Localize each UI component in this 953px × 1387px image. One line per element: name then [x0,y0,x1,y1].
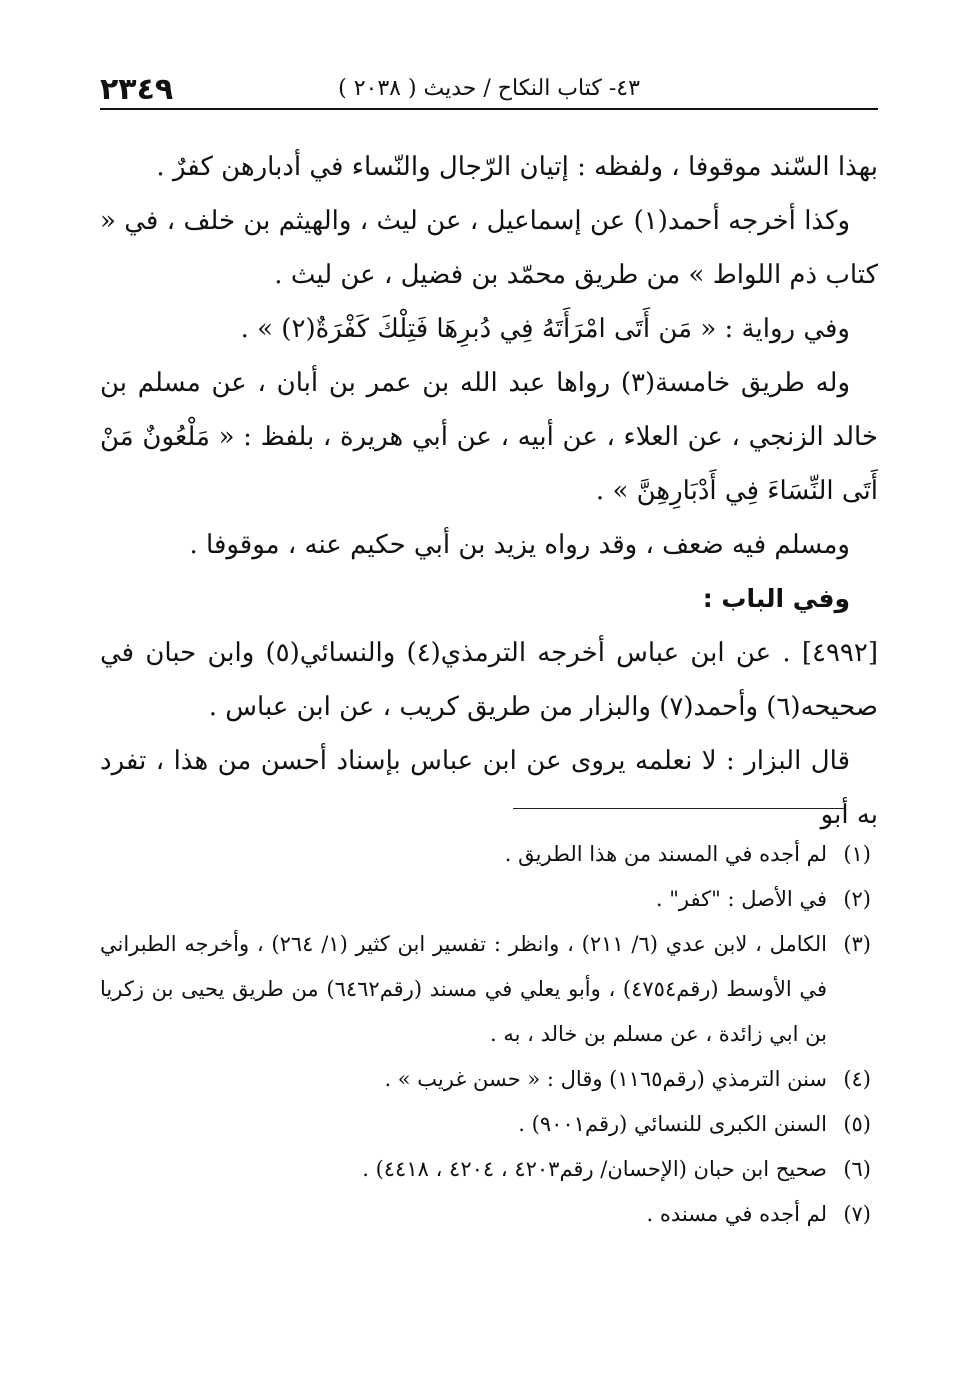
footnote-number: (٣) [843,932,871,956]
footnote-text: لم أجده في مسنده . [646,1202,827,1226]
body-paragraph: بهذا السّند موقوفا ، ولفظه : إتيان الرّجال والنّساء في أدبارهن كفرٌ . [156,152,878,182]
body-paragraph: وله طريق خامسة(٣) رواها عبد الله بن عمر بن أبان ، عن مسلم بن خالد الزنجي ، عن العلاء ، عن أبيه ، عن أبي هريرة ، بلفظ : « مَلْعُونٌ مَنْ أَتَى النِّسَاءَ فِي أَدْبَارِهِنَّ » . [100,368,878,506]
footnote-text: في الأصل : "كفر" . [655,887,827,911]
footnote [100,1057,871,1102]
body-paragraph: قال البزار : لا نعلمه يروى عن ابن عباس بإسناد أحسن من هذا ، تفرد به أبو [100,746,878,830]
body-paragraph: وكذا أخرجه أحمد(١) عن إسماعيل ، عن ليث ، والهيثم بن خلف ، في « كتاب ذم اللواط » من طريق محمّد بن فضيل ، عن ليث . [100,206,878,290]
footnote-text: لم أجده في المسند من هذا الطريق . [504,842,827,866]
footnote-number: (٤) [843,1067,871,1091]
footnote [100,1192,871,1237]
footnote [100,832,871,877]
footnote-number: (٥) [843,1112,871,1136]
section-heading: وفي الباب : [702,584,850,613]
footnotes [100,832,871,1237]
footnote-number: (١) [843,842,871,866]
footnote-text: سنن الترمذي (رقم١١٦٥) وقال : « حسن غريب » . [384,1067,827,1091]
running-head: ٤٣- كتاب النكاح / حديث ( ٢٠٣٨ ) [338,76,640,101]
footnote [100,1147,871,1192]
page-number: ٢٣٤٩ [100,72,174,107]
footnote-separator [513,808,845,809]
hadith-entry: [٤٩٩٢] . عن ابن عباس أخرجه الترمذي(٤) والنسائي(٥) وابن حبان في صحيحه(٦) وأحمد(٧) والبزار من طريق كريب ، عن ابن عباس . [100,638,879,722]
body-paragraph: وفي رواية : « مَن أَتَى امْرَأَتَهُ فِي دُبرِهَا فَتِلْكَ كَفْرَةٌ(٢) » . [240,314,850,344]
footnote-text: السنن الكبرى للنسائي (رقم٩٠٠١) . [518,1112,827,1136]
page-header [100,70,878,110]
footnote-text: الكامل ، لابن عدي (٦/ ٢١١) ، وانظر : تفسير ابن كثير (١/ ٢٦٤) ، وأخرجه الطبراني في الأوسط (رقم٤٧٥٤) ، وأبو يعلي في مسند (رقم٦٤٦٢) من طريق يحيى بن زكريا بن ابي زائدة ، عن مسلم بن خالد ، به . [100,932,827,1046]
main-text [100,140,878,842]
footnote-text: صحيح ابن حبان (الإحسان/ رقم٤٢٠٣ ، ٤٢٠٤ ، ٤٤١٨) . [362,1157,827,1181]
footnote-number: (٦) [843,1157,871,1181]
footnote [100,1102,871,1147]
footnote [100,922,871,1057]
body-paragraph: ومسلم فيه ضعف ، وقد رواه يزيد بن أبي حكيم عنه ، موقوفا . [189,530,850,560]
footnote [100,877,871,922]
footnote-number: (٢) [843,887,871,911]
footnote-number: (٧) [843,1202,871,1226]
